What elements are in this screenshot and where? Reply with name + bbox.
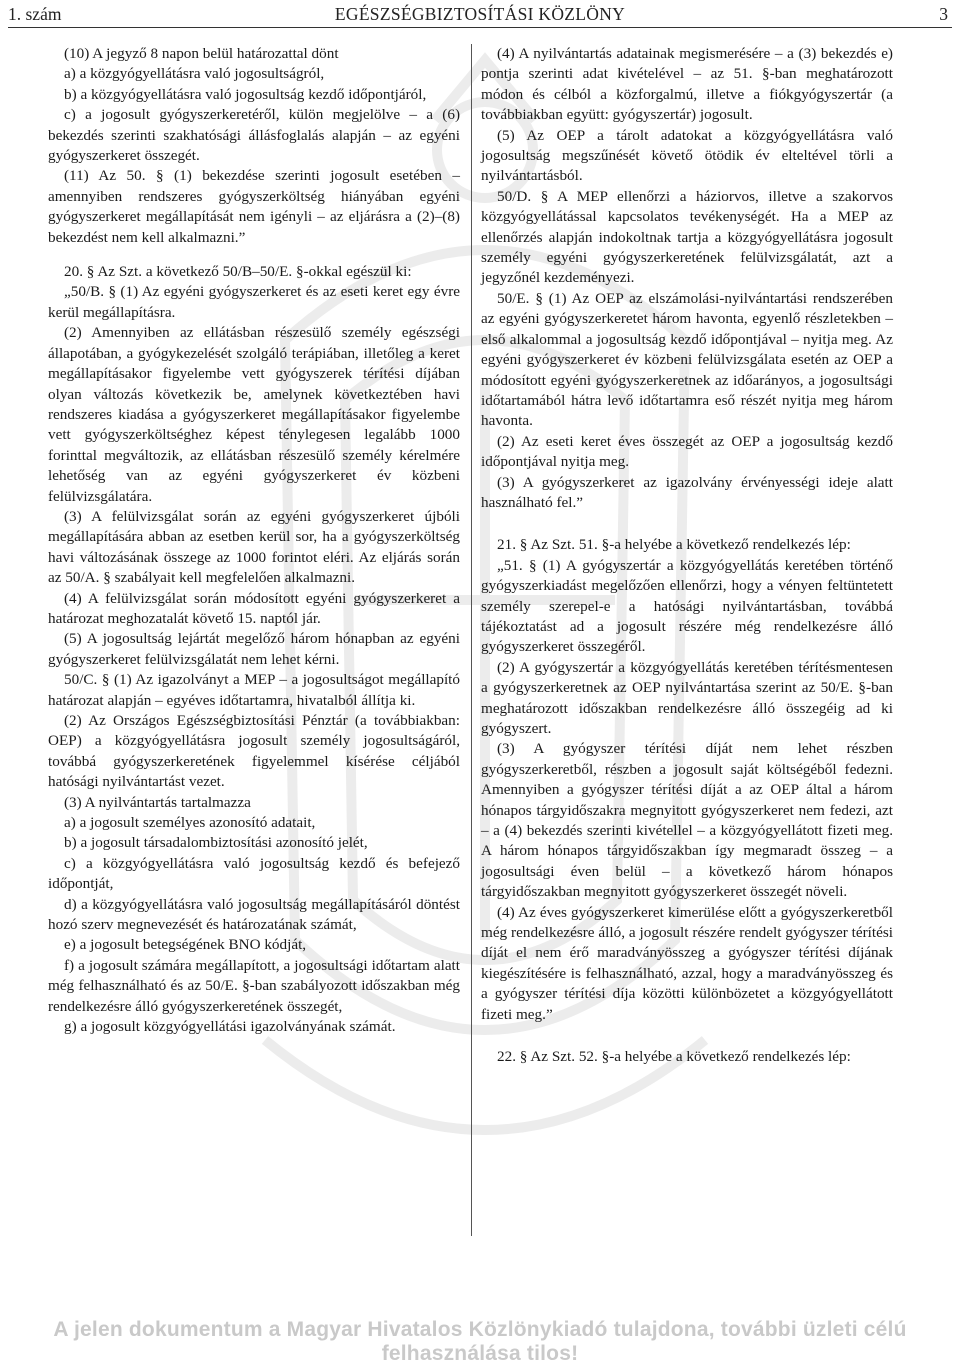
paragraph: (4) Az éves gyógyszerkeret kimerülése előtt a gyógyszerkeretből még rendelkezésre álló, a jogosult részére rendelt gyógyszer térítési díját el nem érő maradványösszeg a gyógyszer térítési díjának kiegészítésére is felhasználható, azzal, hogy a maradványösszeg és a gyógyszer térítési díja közötti különbözetet a közgyógyellátott fizeti meg.” (481, 903, 893, 1023)
paragraph: 50/C. § (1) Az igazolványt a MEP – a jogosultságot megállapító határozat alapján – egyéves időtartamra, hivatalból állítja ki. (48, 671, 460, 709)
paragraph: (11) Az 50. § (1) bekezdése szerinti jogosult esetében – amennyiben rendszeres gyógyszerköltség hiányában egyéni gyógyszerkeret megállapítását nem igényli – az eljárásra a (2)–(8) bekezdést nem kell alkalmazni.” (48, 167, 460, 246)
paragraph: „50/B. § (1) Az egyéni gyógyszerkeret és az eseti keret egy évre kerül megállapításra. (48, 283, 460, 321)
copyright-notice: A jelen dokumentum a Magyar Hivatalos Közlönykiadó tulajdona, további üzleti célú felhasználása tilos! (53, 1318, 907, 1365)
list-item: d) a közgyógyellátásra való jogosultság megállapításáról döntést hozó szerv megnevezését és határozatának számát, (48, 895, 460, 934)
paragraph: (10) A jegyző 8 napon belül határozattal dönt (64, 45, 339, 62)
paragraph: (5) A jogosultság lejártát megelőző három hónapban az egyéni gyógyszerkeret felülvizsgálatát nem lehet kérni. (48, 630, 460, 668)
right-column (481, 44, 893, 1068)
issue-number: 1. szám (8, 4, 62, 24)
list-item: f) a jogosult számára megállapított, a jogosultsági időtartam alatt még felhasználható és az 50/E. §-ban szabályozott időszakban még rendelkezésre álló gyógyszerkeretének összegét, (48, 956, 460, 1015)
paragraph: (2) A gyógyszertár a közgyógyellátás keretében térítésmentesen a gyógyszerkeretnek az OEP nyilvántartása szerint az 50/E. §-ban meghatározott időszakban rendelkezésre álló összegéig ad ki gyógyszert. (481, 658, 893, 737)
list-item: b) a jogosult társadalombiztosítási azonosító jelét, (64, 834, 368, 852)
journal-title: EGÉSZSÉGBIZTOSÍTÁSI KÖZLÖNY (334, 4, 626, 24)
section-heading: 22. § Az Szt. 52. §-a helyébe a következő rendelkezés lép: (497, 1048, 851, 1066)
paragraph: 50/E. § (1) Az OEP az elszámolási-nyilvántartási rendszerében az egyéni gyógyszerkeretet három havonta, egyenlő részletekben – első alkalommal a jogosultság kezdő időpontjával – nyitja meg. Az egyéni gyógyszerkeret év közbeni felülvizsgálata esetén az OEP a módosított egyéni gyógyszerkeretnek az időarányos, a jogosultsági időtartamából hátra levő időtartamra eső részét nyitja meg három havonta. (481, 289, 893, 430)
page-header (8, 4, 952, 26)
paragraph: (4) A felülvizsgálat során módosított egyéni gyógyszerkeret a határozat meghozatalát követő 15. naptól jár. (48, 589, 460, 627)
list-item: c) a közgyógyellátásra való jogosultság kezdő és befejező időpontját, (48, 854, 460, 893)
header-rule (8, 27, 952, 28)
left-column (48, 44, 460, 1038)
list-item: g) a jogosult közgyógyellátási igazolványának számát. (64, 1018, 396, 1036)
paragraph: 50/D. § A MEP ellenőrzi a háziorvos, illetve a szakorvos közgyógyellátással kapcsolatos tevékenységét. Ha a MEP az ellenőrzés alapján indokoltnak tartja a közgyógyellátásra jogosult személy egyéni gyógyszerkeretének felülvizsgálatát, azt a jegyzőnél kezdeményezi. (481, 187, 893, 287)
column-divider (471, 44, 472, 1236)
page-number: 3 (939, 4, 948, 24)
section-heading: 20. § Az Szt. a következő 50/B–50/E. §-okkal egészül ki: (64, 263, 412, 281)
paragraph: b) a közgyógyellátásra való jogosultság kezdő időpontjáról, (64, 85, 427, 103)
paragraph: a) a közgyógyellátásra való jogosultságról, (64, 65, 325, 83)
paragraph: (3) A gyógyszer térítési díját nem lehet részben gyógyszerkeretből, részben a jogosult saját költségéből fedezni. Amennyiben a gyógyszer térítési díját a az OEP által a három hónapos tárgyidőszakra megnyitott gyógyszerkeret nem fedezi, azt – a (4) bekezdés szerinti kivétellel – a közgyógyellátott fizeti meg. A három hónapos tárgyidőszakban így megmaradt összeg – a jogosultsági éven belül – a következő három hónapos tárgyidőszakban megnyitott gyógyszerkeret összegét növeli. (481, 740, 893, 901)
paragraph: (2) Az eseti keret éves összegét az OEP a jogosultság kezdő időpontjával nyitja meg. (481, 432, 893, 471)
paragraph: „51. § (1) A gyógyszertár a közgyógyellátás keretében történő gyógyszerkiadást megelőzően ellenőrzi, hogy a vényen feltüntetett személy szerepel-e a hatósági nyilvántartásban, továbbá tájékoztatást ad a jogosult részére még rendelkezésre álló gyógyszerkeret összegéről. (481, 556, 893, 656)
paragraph: (3) A felülvizsgálat során az egyéni gyógyszerkeret újbóli megállapítására abban az esetben kerül sor, ha a gyógyszerköltség havi változásának összege az 1000 forintot eléri. Az eljárás során az 50/A. § szabályait kell megfelelően alkalmazni. (48, 507, 460, 587)
section-heading: 21. § Az Szt. 51. §-a helyébe a következő rendelkezés lép: (497, 536, 851, 554)
paragraph: (3) A gyógyszerkeret az igazolvány érvényességi ideje alatt használható fel.” (481, 473, 893, 511)
paragraph: (5) Az OEP a tárolt adatokat a közgyógyellátásra való jogosultság megszűnését követő ötödik év elteltével törli a nyilvántartásból. (481, 126, 893, 185)
paragraph: (3) A nyilvántartás tartalmazza (64, 793, 251, 811)
paragraph: (2) Amennyiben az ellátásban részesülő személy egészségi állapotában, a gyógykezelését szolgáló terápiában, illetőleg a keret megállapításakor figyelembe vett gyógyszerek térítési díjában olyan változás következik be, amelynek következtében havi rendszeres kiadása a gyógyszerkeret megállapításakor figyelembe vett gyógyszerköltséghez képest ténylegesen legalább 1000 forinttal megváltozik, az ellátásban részesülő személy kérelmére lehetőség van az egyéni gyógyszerkeret év közbeni felülvizsgálatára. (48, 324, 460, 505)
paragraph: (2) Az Országos Egészségbiztosítási Pénztár (a továbbiakban: OEP) a közgyógyellátásra jogosult személy jogosultságáról, továbbá gyógyszerkeretének figyelemmel kísérése céljából hatósági nyilvántartást vezet. (48, 712, 460, 791)
paragraph: (4) A nyilvántartás adatainak megismerésére – a (3) bekezdés e) pontja szerinti adat kivételével – az 51. §-ban meghatározott módon és célból a közforgalmú, illetve a fiókgyógyszertár (a továbbiakban együtt: gyógyszertár) jogosult. (481, 45, 893, 124)
paragraph: c) a jogosult gyógyszerkeretéről, külön megjelölve – a (6) bekezdés szerinti szakhatósági állásfoglalás alapján – az egyéni gyógyszerkeret összegét. (48, 106, 460, 165)
list-item: e) a jogosult betegségének BNO kódját, (64, 936, 307, 954)
list-item: a) a jogosult személyes azonosító adatait, (64, 814, 316, 832)
